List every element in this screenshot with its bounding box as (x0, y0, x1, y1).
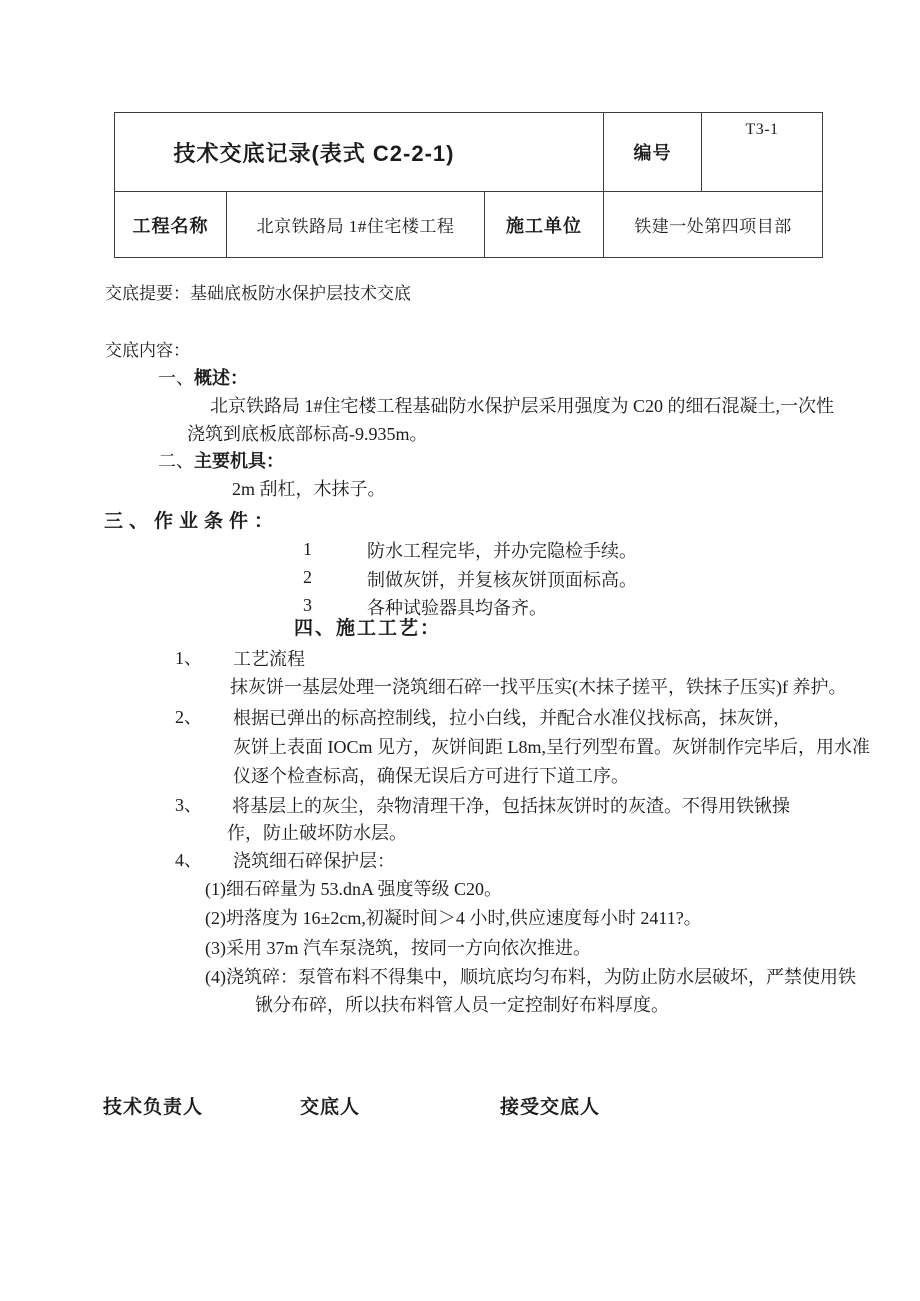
section-1-paragraph-line: 浇筑到底板底部标高-9.935m。 (187, 424, 428, 444)
section-1-title: 概述： (194, 368, 248, 388)
doc-number-label: 编号 (633, 143, 672, 163)
section-1-paragraph-line: 北京铁路局 1#住宅楼工程基础防水保护层采用强度为 C20 的细石混凝土,一次性 (210, 396, 835, 416)
section-4-number: 四、 (294, 618, 337, 639)
doc-title-cell (115, 113, 603, 191)
construction-unit-label: 施工单位 (506, 215, 582, 236)
header-table-row-2 (115, 191, 822, 257)
substep-line: (2)坍落度为 16±2cm,初凝时间＞4 小时,供应速度每小时 2411?。 (205, 908, 702, 928)
section-1-number: 一、 (158, 368, 194, 388)
section-3-heading (104, 511, 279, 533)
step-number: 3、 (175, 795, 202, 815)
section-3-title: 作业条件： (154, 511, 280, 532)
construction-unit-value-cell (603, 192, 822, 257)
section-2-paragraph-line: 2m 刮杠，木抹子。 (232, 479, 386, 499)
list-item-number: 1 (303, 539, 312, 559)
list-item-text: 制做灰饼，并复核灰饼顶面标高。 (367, 570, 637, 590)
substep-line: (3)采用 37m 汽车泵浇筑，按同一方向依次推进。 (205, 938, 591, 958)
section-2-title: 主要机具： (194, 451, 284, 471)
doc-number-value: T3-1 (745, 121, 779, 138)
step-text-line: 灰饼上表面 IOCm 见方，灰饼间距 L8m,呈行列型布置。灰饼制作完毕后，用水准 (233, 737, 870, 757)
doc-number-value-cell (701, 113, 822, 191)
step-number: 1、 (175, 648, 202, 668)
receiver-signature-label: 接受交底人 (500, 1097, 601, 1118)
substep-line: 锹分布碎，所以扶布料管人员一定控制好布料厚度。 (255, 995, 669, 1015)
list-item-text: 各种试验器具均备齐。 (367, 598, 547, 618)
section-4-title: 施工工艺： (336, 618, 442, 639)
list-item-number: 2 (303, 567, 312, 587)
list-item-number: 3 (303, 595, 312, 615)
list-item-text: 防水工程完毕，并办完隐检手续。 (367, 541, 637, 561)
doc-number-label-cell (603, 113, 701, 191)
section-4-heading (294, 618, 441, 640)
section-3-number: 三、 (104, 511, 155, 532)
step-text-line: 根据已弹出的标高控制线，拉小白线，并配合水准仪找标高，抹灰饼， (233, 708, 791, 728)
section-1-heading (158, 367, 248, 389)
substep-line: (4)浇筑碎：泵管布料不得集中，顺坑底均匀布料，为防止防水层破坏，严禁使用铁 (205, 967, 856, 987)
step-text-line: 浇筑细石碎保护层： (233, 851, 395, 871)
step-text-line: 仪逐个检查标高，确保无误后方可进行下道工序。 (233, 766, 629, 786)
section-2-number: 二、 (158, 451, 194, 471)
step-text-line: 将基层上的灰尘，杂物清理干净，包括抹灰饼时的灰渣。不得用铁锹操 (232, 796, 790, 816)
doc-title: 技术交底记录(表式 C2-2-1) (173, 140, 455, 166)
construction-unit-label-cell (484, 192, 603, 257)
discloser-signature-label: 交底人 (300, 1097, 361, 1118)
header-table (114, 112, 823, 258)
summary-line: 交底提要：基础底板防水保护层技术交底 (105, 284, 411, 303)
step-text-line: 作，防止破坏防水层。 (227, 823, 407, 843)
step-number: 2、 (175, 707, 202, 727)
substep-line: (1)细石碎量为 53.dnA 强度等级 C20。 (205, 879, 502, 899)
section-2-heading (158, 450, 284, 472)
project-name-value: 北京铁路局 1#住宅楼工程 (256, 217, 455, 236)
content-label: 交底内容： (105, 341, 190, 360)
tech-lead-signature-label: 技术负责人 (103, 1097, 204, 1118)
project-name-label-cell (115, 192, 226, 257)
step-text-line: 抹灰饼一基层处理一浇筑细石碎一找平压实(木抹子搓平，铁抹子压实)f 养护。 (230, 677, 847, 697)
project-name-value-cell (226, 192, 484, 257)
step-number: 4、 (175, 850, 202, 870)
step-text-line: 工艺流程 (233, 649, 305, 669)
header-table-row-1 (115, 113, 822, 191)
project-name-label: 工程名称 (132, 215, 209, 236)
construction-unit-value: 铁建一处第四项目部 (634, 217, 792, 236)
